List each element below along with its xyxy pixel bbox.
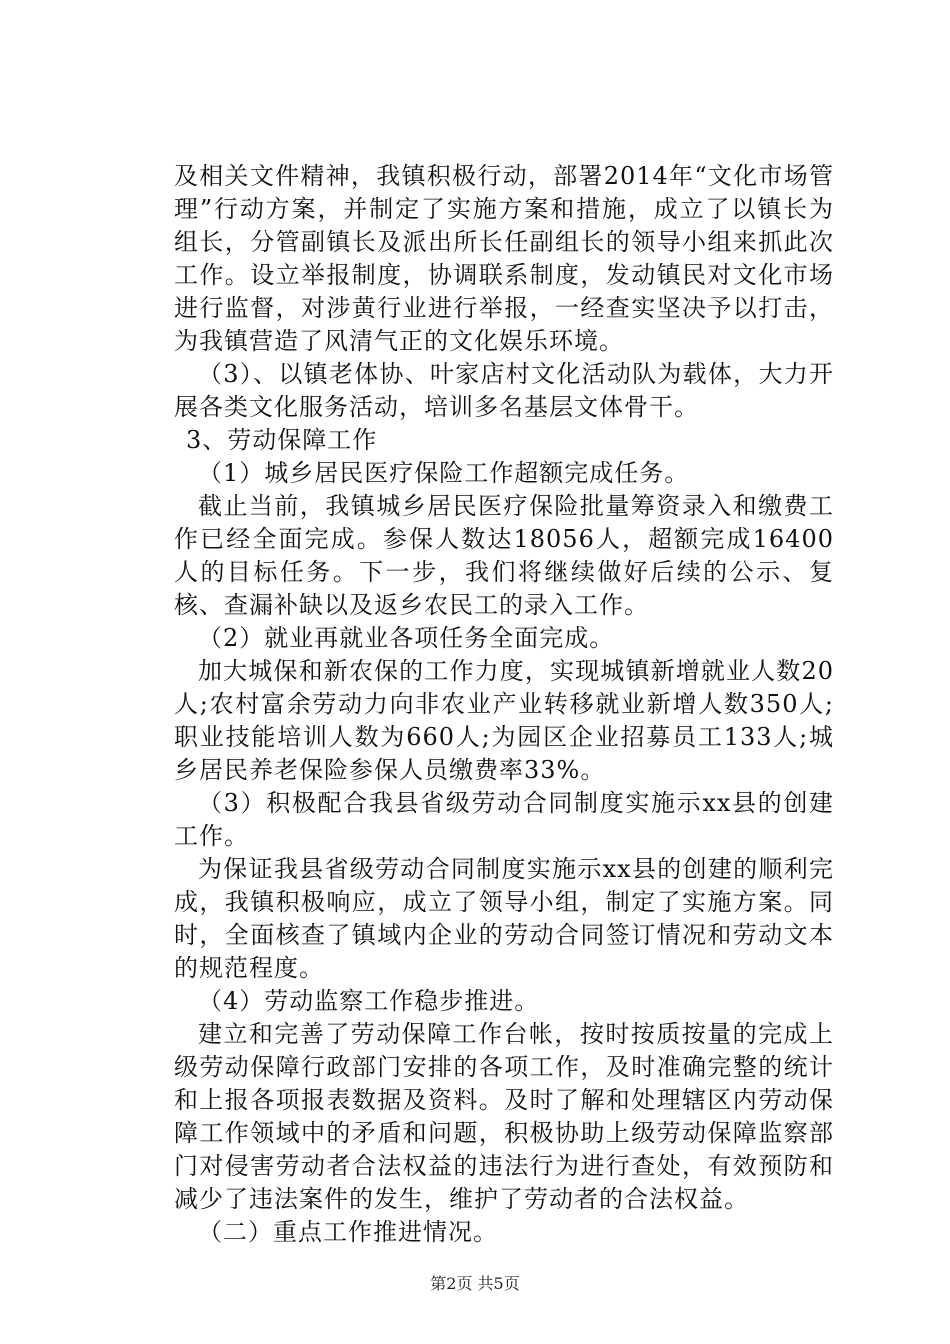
- document-body: [174, 160, 834, 1249]
- paragraph-culture-market-continued: 及相关文件精神，我镇积极行动，部署2014年“文化市场管理”行动方案，并制定了实施方案和措施，成立了以镇长为组长，分管副镇长及派出所长任副组长的领导小组来抓此次工作。设立举报制度，协调联系制度，发动镇民对文化市场进行监督，对涉黄行业进行举报，一经查实坚决予以打击，为我镇营造了风清气正的文化娱乐环境。: [174, 162, 834, 355]
- heading-labor-security: 3、劳动保障工作: [186, 426, 378, 454]
- paragraph-employment: 加大城保和新农保的工作力度，实现城镇新增就业人数20人;农村富余劳动力向非农业产业转移就业新增人数350人;职业技能培训人数为660人;为园区企业招募员工133人;城乡居民养老保险参保人员缴费率33%。: [174, 657, 834, 784]
- subheading-employment: （2）就业再就业各项任务全面完成。: [198, 624, 615, 652]
- paragraph-labor-inspection: 建立和完善了劳动保障工作台帐，按时按质按量的完成上级劳动保障行政部门安排的各项工作，及时准确完整的统计和上报各项报表数据及资料。及时了解和处理辖区内劳动保障工作领域中的矛盾和问题，积极协助上级劳动保障监察部门对侵害劳动者合法权益的违法行为进行查处，有效预防和减少了违法案件的发生，维护了劳动者的合法权益。: [174, 1020, 834, 1213]
- paragraph-culture-activities: （3）、以镇老体协、叶家店村文化活动队为载体，大力开展各类文化服务活动，培训多名基层文体骨干。: [174, 360, 834, 421]
- paragraph-medical-insurance: 截止当前，我镇城乡居民医疗保险批量筹资录入和缴费工作已经全面完成。参保人数达18056人，超额完成16400人的目标任务。下一步，我们将继续做好后续的公示、复核、查漏补缺以及返乡农民工的录入工作。: [174, 492, 834, 619]
- subheading-medical-insurance: （1）城乡居民医疗保险工作超额完成任务。: [198, 459, 690, 487]
- paragraph-labor-contract: 为保证我县省级劳动合同制度实施示xx县的创建的顺利完成，我镇积极响应，成立了领导小组，制定了实施方案。同时，全面核查了镇域内企业的劳动合同签订情况和劳动文本的规范程度。: [174, 855, 834, 982]
- subheading-labor-inspection: （4）劳动监察工作稳步推进。: [198, 987, 540, 1015]
- heading-key-work-progress: （二）重点工作推进情况。: [198, 1218, 498, 1246]
- page-number-footer: 第2页 共5页: [430, 1274, 520, 1293]
- subheading-labor-contract: （3）积极配合我县省级劳动合同制度实施示xx县的创建工作。: [174, 789, 834, 850]
